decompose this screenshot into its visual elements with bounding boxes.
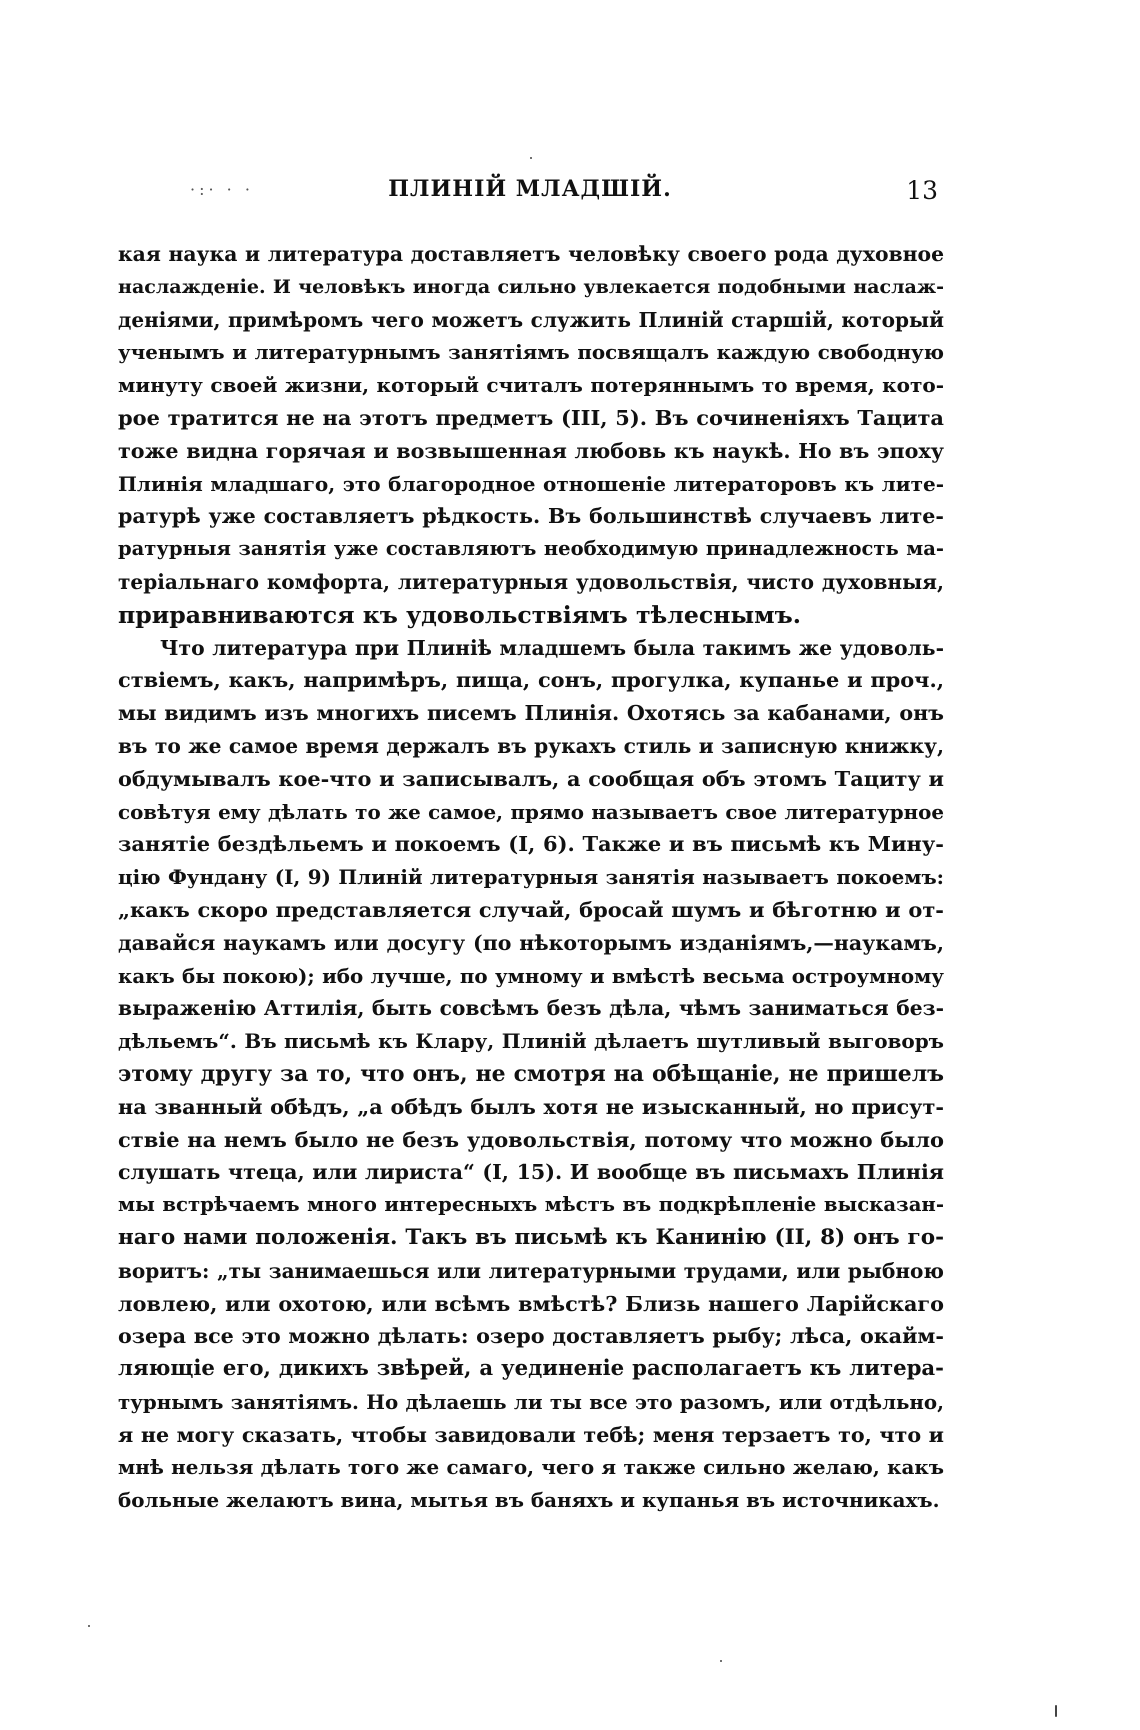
- text-line: Плинія младшаго, это благородное отношеніе литераторовъ къ лите-: [118, 471, 944, 496]
- body-text: [118, 238, 944, 1517]
- text-line: ратурныя занятія уже составляютъ необходимую принадлежность ма-: [118, 537, 944, 561]
- paragraph: [118, 238, 944, 632]
- dust-speck: [1055, 1705, 1057, 1717]
- text-line: давайся наукамъ или досугу (по нѣкоторымъ изданіямъ,—наукамъ,: [118, 930, 944, 955]
- text-line: мы встрѣчаемъ много интересныхъ мѣстъ въ подкрѣпленіе высказан-: [118, 1193, 944, 1217]
- text-line: ученымъ и литературнымъ занятіямъ посвящалъ каждую свободную: [118, 340, 944, 365]
- text-line: Что литература при Плиніѣ младшемъ была такимъ же удоволь-: [160, 635, 944, 660]
- text-line: деніями, примѣромъ чего можетъ служить Плиній старшій, который: [118, 307, 944, 332]
- text-line: дѣльемъ“. Въ письмѣ къ Клару, Плиній дѣлаетъ шутливый выговоръ: [118, 1029, 944, 1054]
- text-line: какъ бы покою); ибо лучше, по умному и вмѣстѣ весьма остроумному: [118, 963, 944, 988]
- text-line: приравниваются къ удовольствіямъ тѣлеснымъ.: [118, 600, 801, 629]
- text-line: ствіемъ, какъ, напримѣръ, пища, сонъ, прогулка, купанье и проч.,: [118, 667, 944, 693]
- text-line: воритъ: „ты занимаешься или литературными трудами, или рыбною: [118, 1258, 944, 1283]
- dust-speck: [88, 1625, 90, 1627]
- dust-speck: [720, 1660, 722, 1662]
- text-line: мы видимъ изъ многихъ писемъ Плинія. Охотясь за кабанами, онъ: [118, 701, 944, 726]
- text-line: обдумывалъ кое-что и записывалъ, а сообщая объ этомъ Тациту и: [118, 765, 944, 791]
- text-line: больные желаютъ вина, мытья въ баняхъ и купанья въ источникахъ.: [118, 1488, 940, 1513]
- text-line: озера все это можно дѣлать: озеро доставляетъ рыбу; лѣса, окайм-: [118, 1324, 944, 1349]
- text-line: наго нами положенія. Такъ въ письмѣ къ Канинію (II, 8) онъ го-: [118, 1224, 944, 1250]
- text-line: „какъ скоро представляется случай, бросай шумъ и бѣготню и от-: [118, 896, 944, 922]
- text-line: мнѣ нельзя дѣлать того же самаго, чего я также сильно желаю, какъ: [118, 1455, 944, 1480]
- text-line: минуту своей жизни, который считалъ потеряннымъ то время, кото-: [118, 373, 944, 398]
- text-line: слушать чтеца, или лириста“ (I, 15). И вообще въ письмахъ Плинія: [118, 1160, 944, 1185]
- text-line: рое тратится не на этотъ предметъ (III, 5). Въ сочиненіяхъ Тацита: [118, 404, 944, 430]
- text-line: я не могу сказать, чтобы завидовали тебѣ; меня терзаетъ то, что и: [118, 1422, 944, 1447]
- text-line: тоже видна горячая и возвышенная любовь къ наукѣ. Но въ эпоху: [118, 438, 944, 463]
- text-line: ратурѣ уже составляетъ рѣдкость. Въ большинствѣ случаевъ лите-: [118, 504, 944, 529]
- text-line: ляющіе его, дикихъ звѣрей, а уединеніе располагаетъ къ литера-: [118, 1356, 944, 1382]
- text-line: совѣтуя ему дѣлать то же самое, прямо называетъ свое литературное: [118, 799, 944, 824]
- header-marks: ·:· · ·: [190, 180, 254, 199]
- text-line: кая наука и литература доставляетъ человѣку своего рода духовное: [118, 242, 944, 266]
- page-number: 13: [906, 176, 938, 205]
- text-line: цію Фундану (I, 9) Плиній литературныя занятія называетъ покоемъ:: [118, 865, 944, 890]
- text-line: ловлею, или охотою, или всѣмъ вмѣстѣ? Близь нашего Ларійскаго: [118, 1290, 944, 1316]
- text-line: въ то же самое время держалъ въ рукахъ стиль и записную книжку,: [118, 733, 944, 758]
- text-line: ствіе на немъ было не безъ удовольствія, потому что можно было: [118, 1126, 944, 1152]
- text-line: этому другу за то, что онъ, не смотря на обѣщаніе, не пришелъ: [118, 1060, 944, 1087]
- text-line: выраженію Аттилія, быть совсѣмъ безъ дѣла, чѣмъ заниматься без-: [118, 996, 944, 1021]
- text-line: турнымъ занятіямъ. Но дѣлаешь ли ты все это разомъ, или отдѣльно,: [118, 1389, 944, 1414]
- text-line: наслажденіе. И человѣкъ иногда сильно увлекается подобными наслаж-: [118, 275, 944, 298]
- text-line: занятіе бездѣльемъ и покоемъ (I, 6). Также и въ письмѣ къ Мину-: [118, 831, 944, 857]
- paragraph: [118, 632, 944, 1518]
- dust-speck: [530, 157, 532, 159]
- running-title: ПЛИНІЙ МЛАДШІЙ.: [388, 176, 672, 202]
- text-line: теріальнаго комфорта, литературныя удовольствія, чисто духовныя,: [118, 569, 944, 594]
- running-head: [110, 176, 950, 212]
- text-line: на званный обѣдъ, „а обѣдъ былъ хотя не изысканный, но присут-: [118, 1093, 944, 1119]
